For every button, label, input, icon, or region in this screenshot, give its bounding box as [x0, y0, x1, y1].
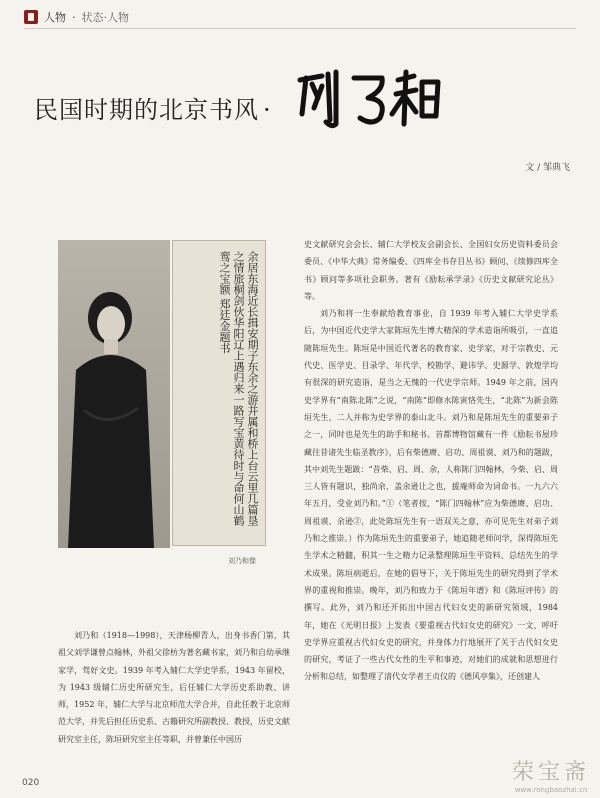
article-author: 文 / 邹典飞 [525, 163, 570, 173]
left-column [58, 627, 290, 748]
article-title [34, 90, 272, 125]
scroll-text: 余居东海近长揖安期子东余之游并属和桥上台云里几篇垦之情旅桐剑伙华阳辽上遇归来一路写宝黄待时与命何山鹤鸾之宝额 郑廷金题书 [218, 251, 259, 526]
header-divider [24, 28, 576, 29]
watermark-logo: 荣宝斋 [511, 760, 590, 785]
left-paragraph: 刘乃和（1918—1998），天津杨柳青人，出身书香门第，其祖父刘学谦曾点翰林，外祖父徐枋为著名藏书家，刘乃和自幼承继家学，驾好文史。1939 年考入辅仁大学史学系，1943 年留校，为 1943 级辅仁历史所研究生，后任辅仁大学历史系助教、讲师，1952 年，辅仁大学与北京师范大学合并，自此任教于北京师范大学，并先后担任历史系、古籍研究所副教授、教授，历史文献研究室主任，陈垣研究室主任等职，并曾兼任中国历 [58, 631, 290, 744]
portrait-photo [58, 240, 170, 548]
section-header [24, 8, 129, 26]
header-category: 人物 [44, 11, 66, 24]
calligraphy-signature [292, 68, 442, 130]
watermark [512, 755, 590, 794]
right-column [304, 236, 558, 686]
header-separator: · [72, 10, 76, 24]
right-paragraph: 史文献研究会会长、辅仁大学校友会副会长、全国妇女历史资料委员会委员、《中华大典》常务编委、《四库全书存目丛书》顾问、《续修四库全书》顾问等多项社会职务。著有《励耘承学录》《历史文献研究论丛》等。 [304, 240, 558, 301]
article-title-text: 民国时期的北京书风 [34, 96, 259, 124]
watermark-url: www.rongbaozhai.cn [514, 786, 588, 794]
page-number: 020 [22, 778, 40, 788]
header-subcategory: 状态·人物 [81, 11, 129, 24]
title-dot: · [263, 96, 272, 124]
photo-caption: 刘乃和像 [228, 557, 256, 565]
section-mark-icon [24, 10, 38, 24]
calligraphy-scroll [172, 240, 266, 546]
right-paragraph: 刘乃和将一生奉献给教育事业，自 1939 年考入辅仁大学史学系后，为中国近代史学大家陈垣先生博大精深的学术造诣所吸引，一直追随陈垣先生。陈垣是中国近代著名的教育家、史学家，对于宗教史、元代史、医学史、目录学、年代学、校勘学、避讳学、史源学、敦煌学均有很深的研究造诣，是当之无愧的一代史学宗师。1949 年之前，国内史学界有“南陈北陈”之说，“南陈”即修水陈寅恪先生，“北陈”为新会陈垣先生，二人并称为史学界的泰山北斗。刘乃和是陈垣先生的重要弟子之一，同时也是先生的助手和秘书。首都博物馆藏有一件《励耘书屋珍藏往昔诸先生临圣教序》，后有柴德赓、启功、周祖谟、刘乃和的题跋，其中刘先生题跋：“昔柴、启、周、余，人称陈门四翰林，今柴、启、周三人皆有题识，独尚余，盖余逊让之也，援庵师命为词命书。一九六六年五月，受业刘乃和。”①（笔者按，“陈门四翰林”应为柴德赓、启功、周祖谟、余逊②，此处陈垣先生有一语双关之意，亦可见先生对弟子刘乃和之推崇。）作为陈垣先生的重要弟子，她追随老师问学，深得陈垣先生学术之精髓，积其一生之精力记录整理陈垣生平资料、总结先生的学术成果。陈垣病逝后，在她的倡导下，关于陈垣先生的研究得到了学术界的重视和推崇。晚年，刘乃和致力于《陈垣年谱》和《陈垣评传》的撰写。此外，刘乃和还开拓出中国古代妇女史的新研究领域，1984 年，她在《光明日报》上发表《要重视古代妇女史的研究》一文，呼吁史学界应重视古代妇女史的研究，并身体力行地展开了关于古代妇女史的研究，考证了一些古代女性的生平和事迹，对她们的成就和思想进行分析和总结，如整理了清代女学者王贞仪的《德风亭集》，还创建人 [304, 309, 558, 682]
